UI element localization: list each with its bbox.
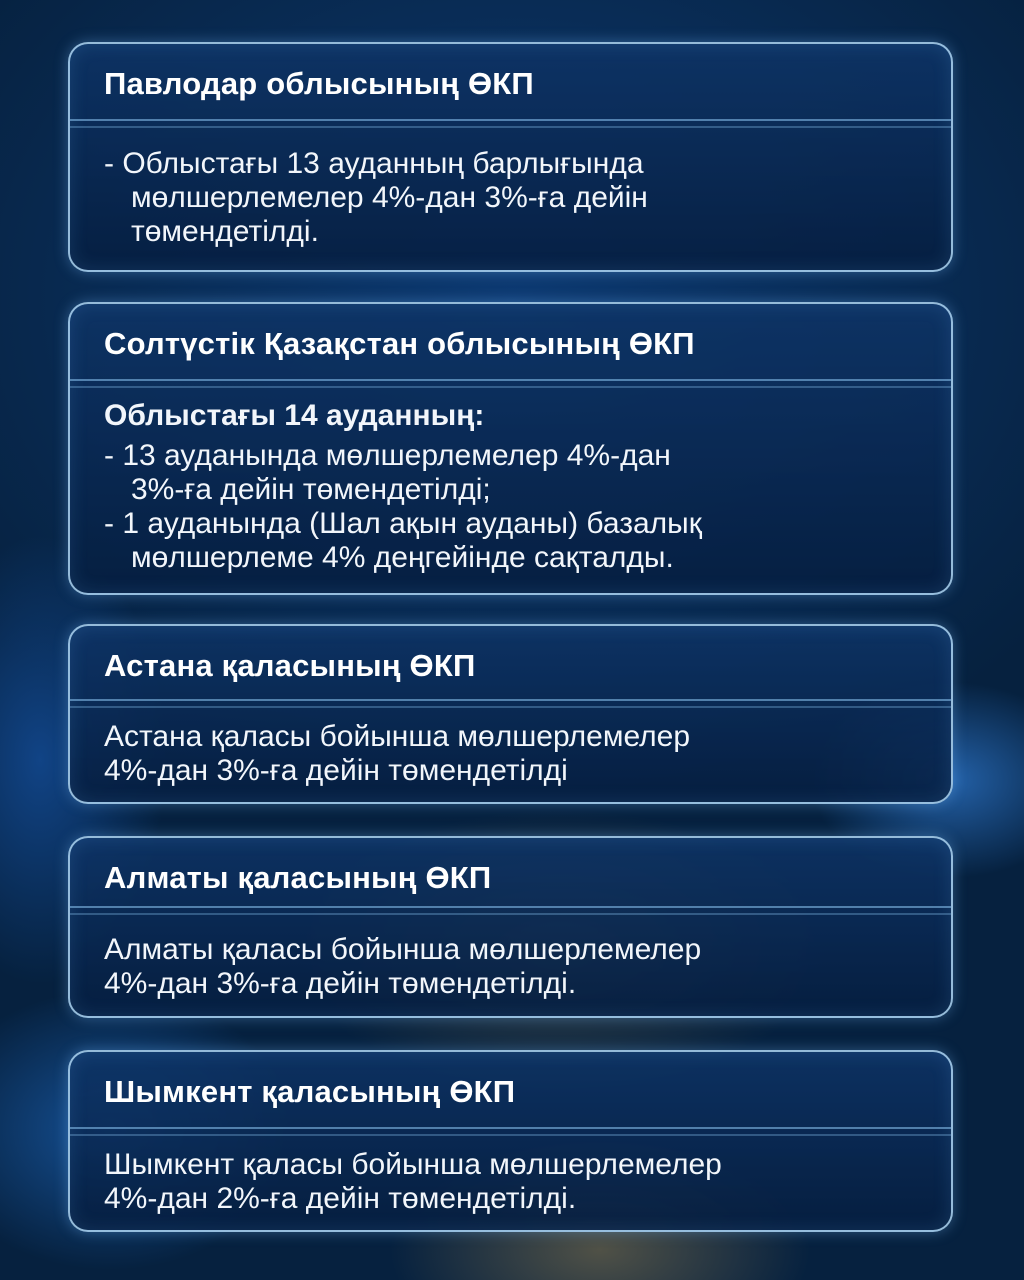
card-title: Алматы қаласының ӨКП (104, 860, 492, 895)
card-divider (70, 699, 951, 708)
card-pavlodar (68, 42, 953, 272)
body-heading: Облыстағы 14 ауданның: (104, 399, 485, 432)
card-body (104, 399, 921, 575)
card-body (104, 720, 921, 788)
body-line: мөлшерлемелер 4%-дан 3%-ға дейін (131, 181, 648, 214)
card-divider (70, 1127, 951, 1136)
card-title: Шымкент қаласының ӨКП (104, 1074, 516, 1109)
body-line: 4%-дан 3%-ға дейін төмендетілді. (104, 967, 577, 1000)
body-line: 3%-ға дейін төмендетілді; (131, 473, 491, 506)
body-line: Астана қаласы бойынша мөлшерлемелер (104, 720, 691, 753)
card-north-kazakhstan (68, 302, 953, 595)
card-body (104, 1148, 921, 1216)
body-line: 4%-дан 2%-ға дейін төмендетілді. (104, 1182, 577, 1215)
body-line: мөлшерлеме 4% деңгейінде сақталды. (131, 541, 674, 574)
body-line: 4%-дан 3%-ға дейін төмендетілді (104, 754, 568, 787)
card-almaty (68, 836, 953, 1018)
body-line: Алматы қаласы бойынша мөлшерлемелер (104, 933, 702, 966)
card-body (104, 147, 921, 249)
card-title: Павлодар облысының ӨКП (104, 66, 534, 101)
card-title: Астана қаласының ӨКП (104, 648, 476, 683)
card-divider (70, 119, 951, 128)
card-astana (68, 624, 953, 804)
body-line: - 1 ауданында (Шал ақын ауданы) базалық (104, 507, 702, 540)
body-line: - Облыстағы 13 ауданның барлығында (104, 147, 644, 180)
body-line: төмендетілді. (131, 215, 319, 248)
card-divider (70, 379, 951, 388)
card-divider (70, 906, 951, 915)
card-title: Солтүстік Қазақстан облысының ӨКП (104, 326, 695, 361)
body-line: Шымкент қаласы бойынша мөлшерлемелер (104, 1148, 722, 1181)
body-line: - 13 ауданында мөлшерлемелер 4%-дан (104, 439, 671, 472)
card-shymkent (68, 1050, 953, 1232)
card-body (104, 933, 921, 1001)
